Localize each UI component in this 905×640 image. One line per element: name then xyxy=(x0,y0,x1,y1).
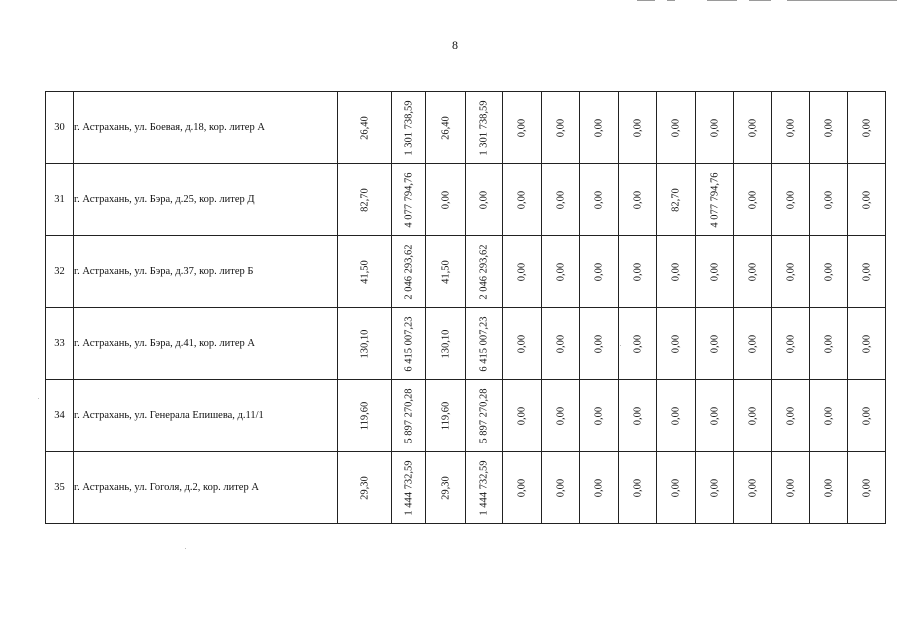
row-number: 30 xyxy=(46,92,74,164)
value-text: 0,00 xyxy=(555,118,566,137)
value-cell xyxy=(426,308,466,380)
value-cell xyxy=(580,164,619,236)
value-text: 0,00 xyxy=(785,406,796,425)
value-text: 0,00 xyxy=(823,190,834,209)
value-cell xyxy=(392,92,426,164)
value-text: 0,00 xyxy=(593,190,605,209)
value-cell xyxy=(848,236,886,308)
value-cell xyxy=(696,308,734,380)
value-cell xyxy=(734,92,772,164)
value-cell xyxy=(503,236,542,308)
value-cell xyxy=(503,164,542,236)
value-text: 0,00 xyxy=(823,406,834,425)
value-cell xyxy=(338,236,392,308)
apartment-register-table xyxy=(45,91,886,524)
value-cell xyxy=(338,164,392,236)
value-text: 0,00 xyxy=(593,406,605,425)
row-number: 32 xyxy=(46,236,74,308)
value-text: 0,00 xyxy=(709,478,720,497)
value-cell xyxy=(466,452,503,524)
value-text: 0,00 xyxy=(861,478,872,497)
value-text: 0,00 xyxy=(670,478,682,497)
value-text: 0,00 xyxy=(861,406,872,425)
value-text: 1 444 732,59 xyxy=(478,459,490,516)
value-cell xyxy=(338,380,392,452)
value-text: 0,00 xyxy=(747,478,758,497)
value-text: 0,00 xyxy=(555,478,566,497)
value-text: 0,00 xyxy=(555,334,566,353)
value-text: 0,00 xyxy=(593,262,605,281)
value-text: 130,10 xyxy=(440,329,451,358)
value-cell xyxy=(657,92,696,164)
value-cell xyxy=(848,452,886,524)
value-text: 41,50 xyxy=(359,259,370,284)
value-cell xyxy=(772,92,810,164)
value-text: 0,00 xyxy=(516,118,528,137)
value-cell xyxy=(392,308,426,380)
row-number: 33 xyxy=(46,308,74,380)
value-text: 0,00 xyxy=(861,334,872,353)
value-text: 0,00 xyxy=(632,478,643,497)
value-text: 0,00 xyxy=(709,262,720,281)
value-text: 0,00 xyxy=(516,334,528,353)
row-number: 31 xyxy=(46,164,74,236)
value-cell xyxy=(542,164,580,236)
value-cell xyxy=(426,92,466,164)
value-text: 0,00 xyxy=(632,334,643,353)
top-edge-marks xyxy=(637,0,897,4)
value-text: 0,00 xyxy=(670,262,682,281)
value-text: 82,70 xyxy=(359,187,370,212)
value-text: 0,00 xyxy=(823,334,834,353)
value-text: 26,40 xyxy=(359,115,370,140)
value-cell xyxy=(657,236,696,308)
value-cell xyxy=(392,380,426,452)
address-cell: г. Астрахань, ул. Генерала Епишева, д.11/1 xyxy=(74,380,338,452)
value-text: 2 046 293,62 xyxy=(403,243,414,300)
value-cell xyxy=(772,236,810,308)
value-cell xyxy=(848,308,886,380)
value-text: 0,00 xyxy=(709,406,720,425)
value-cell xyxy=(619,164,657,236)
value-text: 41,50 xyxy=(440,259,451,284)
value-text: 130,10 xyxy=(359,329,370,358)
value-cell xyxy=(619,452,657,524)
value-cell xyxy=(466,236,503,308)
value-text: 0,00 xyxy=(747,118,758,137)
row-number: 35 xyxy=(46,452,74,524)
value-cell xyxy=(734,452,772,524)
value-text: 29,30 xyxy=(440,475,451,500)
value-text: 1 301 738,59 xyxy=(403,99,414,156)
value-text: 0,00 xyxy=(632,190,643,209)
value-text: 0,00 xyxy=(747,406,758,425)
value-text: 0,00 xyxy=(516,262,528,281)
value-cell xyxy=(696,236,734,308)
value-cell xyxy=(466,308,503,380)
table-row xyxy=(46,452,886,524)
address-cell: г. Астрахань, ул. Гоголя, д.2, кор. литер А xyxy=(74,452,338,524)
value-text: 0,00 xyxy=(747,262,758,281)
value-text: 0,00 xyxy=(478,190,490,209)
value-cell xyxy=(696,452,734,524)
table-row xyxy=(46,236,886,308)
address-cell: г. Астрахань, ул. Бэра, д.25, кор. литер Д xyxy=(74,164,338,236)
value-text: 4 077 794,76 xyxy=(709,171,720,228)
value-cell xyxy=(734,236,772,308)
value-cell xyxy=(734,380,772,452)
scan-speck xyxy=(185,548,186,549)
value-text: 0,00 xyxy=(440,190,451,209)
value-text: 0,00 xyxy=(823,478,834,497)
value-cell xyxy=(657,308,696,380)
table-row xyxy=(46,92,886,164)
value-text: 29,30 xyxy=(359,475,370,500)
value-text: 0,00 xyxy=(593,334,605,353)
value-text: 0,00 xyxy=(555,262,566,281)
value-cell xyxy=(810,164,848,236)
value-cell xyxy=(392,452,426,524)
value-cell xyxy=(426,236,466,308)
value-cell xyxy=(619,380,657,452)
value-text: 0,00 xyxy=(555,406,566,425)
value-text: 0,00 xyxy=(555,190,566,209)
value-cell xyxy=(810,236,848,308)
value-cell xyxy=(542,380,580,452)
value-text: 0,00 xyxy=(670,334,682,353)
value-cell xyxy=(810,308,848,380)
value-cell xyxy=(580,236,619,308)
page-number: 8 xyxy=(452,38,458,52)
value-cell xyxy=(392,236,426,308)
value-text: 5 897 270,28 xyxy=(403,387,414,444)
value-cell xyxy=(810,92,848,164)
value-text: 0,00 xyxy=(593,478,605,497)
value-cell xyxy=(503,380,542,452)
value-cell xyxy=(542,308,580,380)
value-text: 0,00 xyxy=(823,118,834,137)
value-text: 0,00 xyxy=(632,262,643,281)
value-text: 1 301 738,59 xyxy=(478,99,490,156)
value-text: 0,00 xyxy=(861,262,872,281)
value-text: 0,00 xyxy=(709,334,720,353)
value-text: 0,00 xyxy=(516,190,528,209)
value-cell xyxy=(503,308,542,380)
value-text: 0,00 xyxy=(785,262,796,281)
value-text: 0,00 xyxy=(861,190,872,209)
value-cell xyxy=(580,92,619,164)
value-cell xyxy=(503,92,542,164)
value-cell xyxy=(392,164,426,236)
value-text: 0,00 xyxy=(747,190,758,209)
value-cell xyxy=(734,308,772,380)
value-text: 0,00 xyxy=(785,118,796,137)
value-cell xyxy=(734,164,772,236)
table-row xyxy=(46,380,886,452)
value-text: 1 444 732,59 xyxy=(403,459,414,516)
value-text: 4 077 794,76 xyxy=(403,171,414,228)
row-number: 34 xyxy=(46,380,74,452)
value-cell xyxy=(466,164,503,236)
value-text: 119,60 xyxy=(359,401,370,430)
value-text: 6 415 007,23 xyxy=(478,315,490,372)
value-cell xyxy=(696,92,734,164)
address-cell: г. Астрахань, ул. Бэра, д.37, кор. литер Б xyxy=(74,236,338,308)
value-text: 0,00 xyxy=(785,478,796,497)
value-cell xyxy=(848,92,886,164)
value-cell xyxy=(426,380,466,452)
value-cell xyxy=(657,452,696,524)
value-cell xyxy=(580,380,619,452)
value-cell xyxy=(466,380,503,452)
value-cell xyxy=(772,308,810,380)
value-text: 0,00 xyxy=(516,406,528,425)
value-cell xyxy=(810,380,848,452)
value-cell xyxy=(619,308,657,380)
value-cell xyxy=(338,452,392,524)
value-text: 26,40 xyxy=(440,115,451,140)
table-row xyxy=(46,308,886,380)
value-cell xyxy=(466,92,503,164)
value-text: 0,00 xyxy=(785,190,796,209)
value-text: 5 897 270,28 xyxy=(478,387,490,444)
value-cell xyxy=(772,380,810,452)
value-cell xyxy=(542,236,580,308)
value-cell xyxy=(542,452,580,524)
value-cell xyxy=(580,452,619,524)
value-text: 119,60 xyxy=(440,401,451,430)
value-cell xyxy=(848,380,886,452)
value-cell xyxy=(580,308,619,380)
value-text: 0,00 xyxy=(516,478,528,497)
value-text: 2 046 293,62 xyxy=(478,243,490,300)
scan-speck xyxy=(38,398,39,399)
value-cell xyxy=(426,452,466,524)
value-text: 0,00 xyxy=(670,406,682,425)
value-cell xyxy=(657,164,696,236)
value-cell xyxy=(619,92,657,164)
value-cell xyxy=(338,92,392,164)
value-cell xyxy=(848,164,886,236)
value-text: 6 415 007,23 xyxy=(403,315,414,372)
value-cell xyxy=(338,308,392,380)
value-cell xyxy=(542,92,580,164)
value-cell xyxy=(426,164,466,236)
value-cell xyxy=(772,164,810,236)
value-text: 0,00 xyxy=(632,406,643,425)
value-text: 0,00 xyxy=(861,118,872,137)
value-text: 0,00 xyxy=(747,334,758,353)
value-cell xyxy=(503,452,542,524)
address-cell: г. Астрахань, ул. Бэра, д.41, кор. литер А xyxy=(74,308,338,380)
address-cell: г. Астрахань, ул. Боевая, д.18, кор. литер А xyxy=(74,92,338,164)
value-text: 0,00 xyxy=(709,118,720,137)
table-row xyxy=(46,164,886,236)
value-cell xyxy=(657,380,696,452)
value-cell xyxy=(810,452,848,524)
scan-speck xyxy=(620,345,621,346)
value-text: 0,00 xyxy=(593,118,605,137)
value-cell xyxy=(619,236,657,308)
value-text: 0,00 xyxy=(785,334,796,353)
value-text: 82,70 xyxy=(670,187,682,212)
value-text: 0,00 xyxy=(670,118,682,137)
value-cell xyxy=(696,164,734,236)
value-cell xyxy=(772,452,810,524)
value-text: 0,00 xyxy=(632,118,643,137)
value-text: 0,00 xyxy=(823,262,834,281)
value-cell xyxy=(696,380,734,452)
